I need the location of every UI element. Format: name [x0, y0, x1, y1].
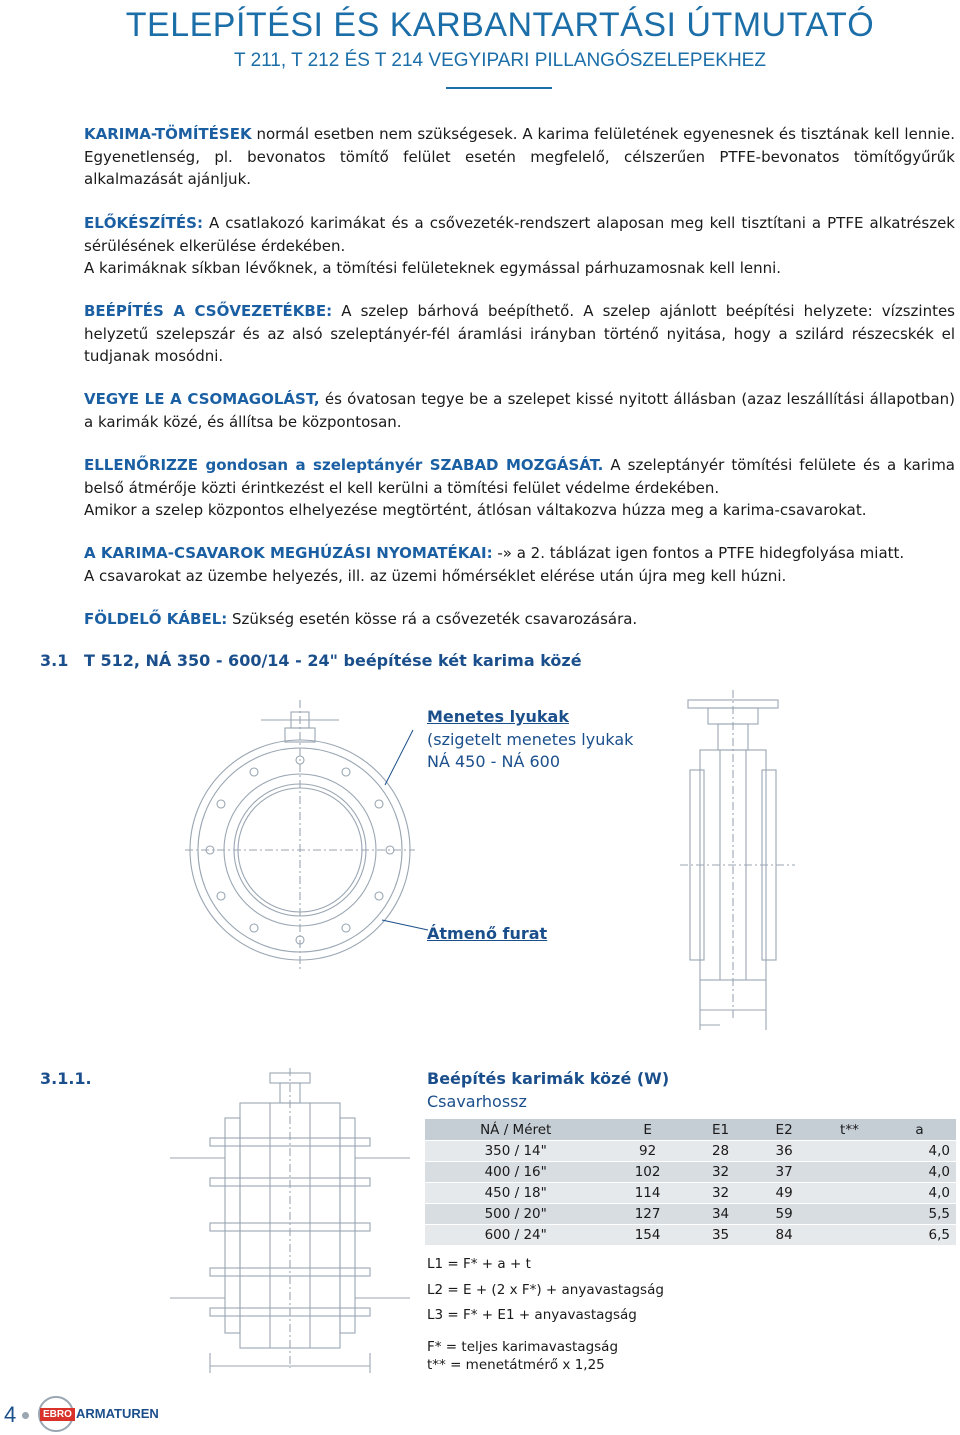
page-dot — [22, 1412, 29, 1419]
callout-menetes-line2: (szigetelt menetes lyukak — [427, 730, 634, 749]
table-header-cell: E1 — [689, 1119, 753, 1141]
section-3-1-1-title: Beépítés karimák közé (W) — [427, 1069, 670, 1088]
table-header-cell: E2 — [752, 1119, 816, 1141]
section-3-1-number: 3.1 — [40, 651, 69, 670]
formula-l3: L3 = F* + E1 + anyavastagság — [427, 1307, 637, 1323]
title-underline — [446, 87, 552, 89]
callout-atmeno-leader — [380, 915, 430, 945]
installation-drawing — [170, 1068, 410, 1378]
text-elokeszites: A csatlakozó karimákat és a csővezeték-rendszert alaposan meg kell tisztítani a PTFE alkatrészek sérülésének elkerülése érdekében. — [84, 214, 955, 255]
table-cell — [816, 1141, 883, 1162]
formula-l1: L1 = F* + a + t — [427, 1256, 531, 1272]
table-cell — [816, 1204, 883, 1225]
text-nyomatek: -» a 2. táblázat igen fontos a PTFE hidegfolyása miatt. — [492, 544, 905, 562]
callout-menetes-line3: NÁ 450 - NÁ 600 — [427, 752, 561, 771]
bolt-length-table — [425, 1119, 956, 1246]
table-cell: 154 — [606, 1225, 688, 1246]
table-cell: 600 / 24" — [425, 1225, 606, 1246]
text-csomagolas: és óvatosan tegye be a szelepet kissé nyitott állásban (azaz leszállítási állapotban) a karimák közé, és állítsa be központosan. — [84, 390, 955, 431]
table-cell: 4,0 — [883, 1141, 956, 1162]
table-cell: 37 — [752, 1162, 816, 1183]
table-row — [425, 1225, 956, 1246]
section-3-1-title: T 512, NÁ 350 - 600/14 - 24" beépítése két karima közé — [84, 651, 582, 670]
note-f: F* = teljes karimavastagság — [427, 1339, 619, 1355]
table-cell: 102 — [606, 1162, 688, 1183]
table-header-cell: t** — [816, 1119, 883, 1141]
table-cell: 127 — [606, 1204, 688, 1225]
table-cell: 35 — [689, 1225, 753, 1246]
text-foldelo: Szükség esetén kösse rá a csővezeték csavarozására. — [227, 610, 638, 628]
paragraph-csomagolas — [84, 388, 955, 433]
keyword-beepites: BEÉPÍTÉS A CSŐVEZETÉKBE: — [84, 302, 333, 320]
page-subtitle: T 211, T 212 ÉS T 214 VEGYIPARI PILLANGÓSZELEPEKHEZ — [234, 50, 766, 71]
table-cell: 114 — [606, 1183, 688, 1204]
keyword-foldelo: FÖLDELŐ KÁBEL: — [84, 610, 228, 628]
formula-l2: L2 = E + (2 x F*) + anyavastagság — [427, 1282, 664, 1298]
text-ellenorizze-2: Amikor a szelep központos elhelyezése megtörtént, átlósan váltakozva húzza meg a karima-csavarokat. — [84, 501, 867, 519]
text-elokeszites-2: A karimáknak síkban lévőknek, a tömítési felületeknek egymással párhuzamosnak kell lenni. — [84, 259, 782, 277]
table-row — [425, 1162, 956, 1183]
table-cell: 28 — [689, 1141, 753, 1162]
section-3-1-1-subtitle: Csavarhossz — [427, 1092, 527, 1111]
table-row — [425, 1141, 956, 1162]
valve-side-view-drawing — [680, 690, 795, 1055]
table-cell: 32 — [689, 1162, 753, 1183]
table-cell — [816, 1225, 883, 1246]
paragraph-beepites — [84, 300, 955, 368]
table-cell: 4,0 — [883, 1183, 956, 1204]
table-cell: 400 / 16" — [425, 1162, 606, 1183]
table-row — [425, 1204, 956, 1225]
table-cell: 32 — [689, 1183, 753, 1204]
keyword-ellenorizze: ELLENŐRIZZE gondosan a szeleptányér SZABAD MOZGÁSÁT. — [84, 456, 604, 474]
table-header-row — [425, 1119, 956, 1141]
text-beepites: A szelep bárhová beépíthető. A szelep ajánlott beépítési helyzete: vízszintes helyzetű szelepszár és az alsó szeleptányér-fél áramlási irányban történő nyitása, hogy a szilárd részecskék el tudjanak mosódni. — [84, 302, 955, 365]
page-number: 4 — [4, 1402, 17, 1427]
table-cell: 450 / 18" — [425, 1183, 606, 1204]
note-t: t** = menetátmérő x 1,25 — [427, 1357, 605, 1373]
table-cell: 5,5 — [883, 1204, 956, 1225]
keyword-nyomatek: A KARIMA-CSAVAROK MEGHÚZÁSI NYOMATÉKAI: — [84, 544, 493, 562]
table-cell: 36 — [752, 1141, 816, 1162]
table-row — [425, 1183, 956, 1204]
paragraph-ellenorizze — [84, 454, 955, 522]
paragraph-nyomatek — [84, 542, 955, 587]
page-title: TELEPÍTÉSI ÉS KARBANTARTÁSI ÚTMUTATÓ — [125, 6, 875, 44]
keyword-elokeszites: ELŐKÉSZÍTÉS: — [84, 214, 203, 232]
table-header-cell: a — [883, 1119, 956, 1141]
text-karima: normál esetben nem szükségesek. A karima felületének egyenesnek és tisztának kell lennie. Egyenetlenség, pl. bevonatos tömítő felület esetén megfelelő, célszerűen PTFE-bevonatos tömítőgyűrűk alkalmazását ajánljuk. — [84, 125, 955, 188]
paragraph-foldelo — [84, 608, 955, 631]
keyword-karima: KARIMA-TÖMÍTÉSEK — [84, 125, 252, 143]
paragraph-elokeszites — [84, 212, 955, 280]
table-cell: 84 — [752, 1225, 816, 1246]
section-3-1-1-number: 3.1.1. — [40, 1069, 92, 1088]
table-cell: 500 / 20" — [425, 1204, 606, 1225]
table-cell: 34 — [689, 1204, 753, 1225]
callout-menetes-title: Menetes lyukak — [427, 707, 569, 726]
table-header-cell: E — [606, 1119, 688, 1141]
text-ellenorizze: A szeleptányér tömítési felülete és a karima belső átmérője közti érintkezést el kell kerülni a tömítési felület védelme érdekében. — [84, 456, 955, 497]
table-cell: 92 — [606, 1141, 688, 1162]
callout-atmeno: Átmenő furat — [427, 924, 548, 943]
table-cell — [816, 1183, 883, 1204]
table-cell: 49 — [752, 1183, 816, 1204]
table-cell: 4,0 — [883, 1162, 956, 1183]
table-cell: 59 — [752, 1204, 816, 1225]
table-cell: 6,5 — [883, 1225, 956, 1246]
paragraph-karima — [84, 123, 955, 191]
logo-armaturen: ARMATUREN — [76, 1406, 159, 1421]
logo-ebro: EBRO — [40, 1408, 75, 1421]
table-header-cell: NÁ / Méret — [425, 1119, 606, 1141]
table-cell — [816, 1162, 883, 1183]
table-cell: 350 / 14" — [425, 1141, 606, 1162]
text-nyomatek-2: A csavarokat az üzembe helyezés, ill. az üzemi hőmérséklet elérése után újra meg kell húzni. — [84, 566, 787, 585]
keyword-csomagolas: VEGYE LE A CSOMAGOLÁST, — [84, 390, 320, 408]
